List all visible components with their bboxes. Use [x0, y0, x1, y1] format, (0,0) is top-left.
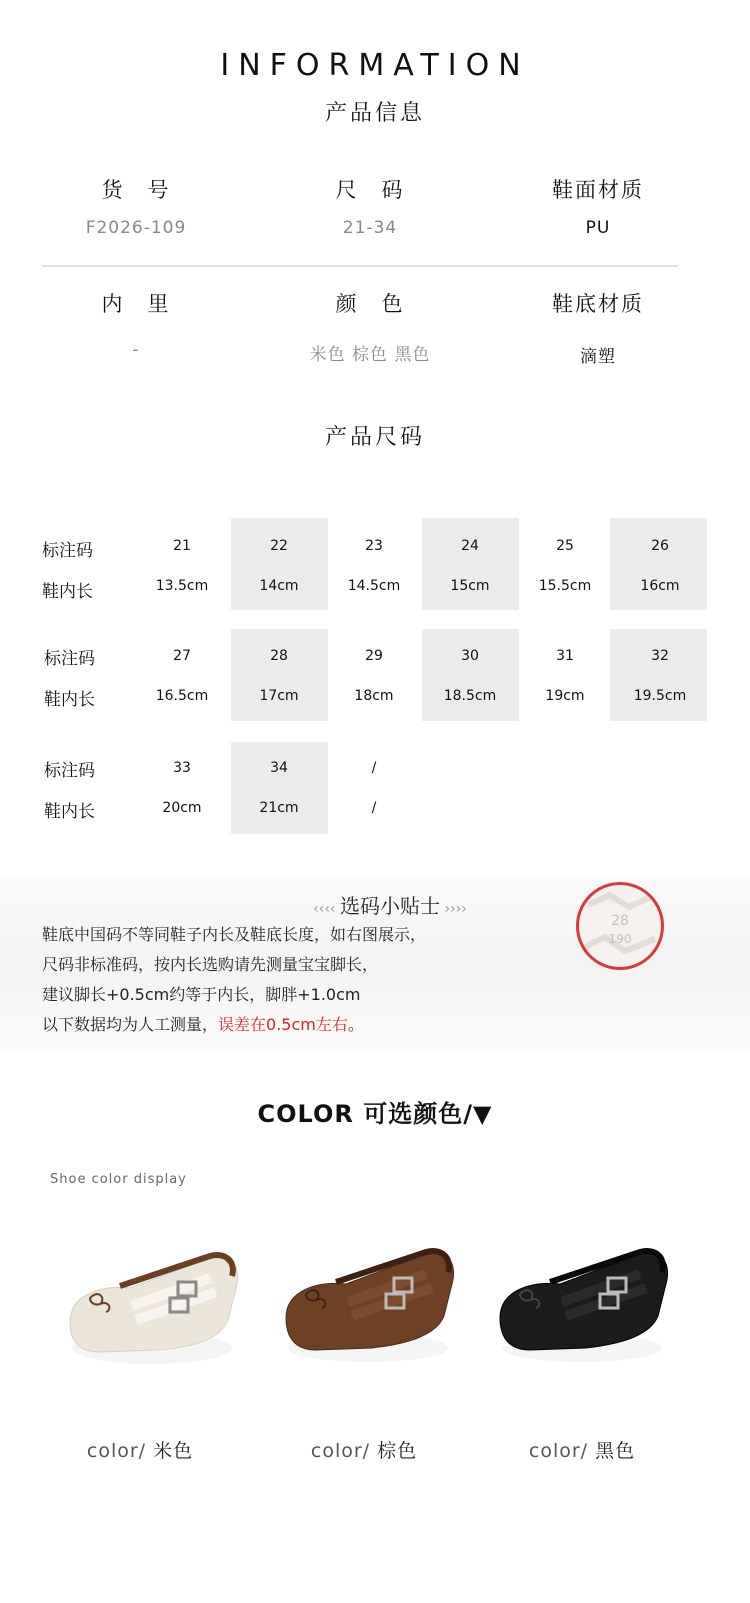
row-label-size: 标注码	[44, 649, 95, 669]
sole-pattern-icon	[579, 885, 661, 967]
shoe-image-black	[490, 1236, 680, 1376]
length-cell: 15cm	[450, 578, 490, 594]
color-caption-name: 米色	[153, 1440, 194, 1462]
size-cell: 22	[270, 538, 288, 554]
row-label-length: 鞋内长	[44, 690, 95, 710]
sole-mark-length: 190	[608, 932, 632, 946]
length-cell: 19cm	[545, 688, 585, 704]
information-subtitle: 产品信息	[324, 101, 425, 126]
size-cell-shade	[231, 629, 328, 721]
shoe-image-beige	[60, 1240, 250, 1380]
spec-value-color: 米色 棕色 黑色	[309, 345, 431, 365]
length-cell: 15.5cm	[538, 578, 592, 594]
tips-title-left-ornament: ‹‹‹‹	[313, 901, 340, 917]
sole-size-marking-image	[576, 882, 664, 970]
tip-line-4-red: 误差在0.5cm左右	[218, 1015, 348, 1034]
tip-line-4	[42, 1012, 364, 1035]
color-section-subtitle: Shoe color display	[50, 1172, 187, 1187]
length-cell: 18.5cm	[443, 688, 497, 704]
spec-label-sole-material: 鞋底材质	[552, 292, 644, 316]
length-cell: 19.5cm	[633, 688, 687, 704]
row-label-size: 标注码	[42, 541, 93, 561]
spec-value-upper-material: PU	[585, 218, 611, 238]
size-cell: 27	[173, 648, 191, 664]
size-cell-shade	[610, 629, 707, 721]
color-caption-prefix: color/	[528, 1440, 589, 1462]
size-section-title: 产品尺码	[324, 425, 425, 450]
size-cell: 32	[651, 648, 669, 664]
spec-label-lining: 内 里	[101, 292, 171, 316]
size-cell-shade	[610, 518, 707, 610]
color-caption-name: 棕色	[377, 1440, 418, 1462]
length-cell: 14.5cm	[347, 578, 401, 594]
color-section-title: COLOR 可选颜色/▼	[257, 1100, 493, 1128]
color-caption-prefix: color/	[310, 1440, 371, 1462]
tip-line-4-suffix: 。	[347, 1015, 364, 1034]
row-label-length: 鞋内长	[44, 802, 95, 822]
sole-mark-size: 28	[611, 913, 629, 929]
spec-label-upper-material: 鞋面材质	[552, 178, 644, 202]
size-cell-shade	[422, 518, 519, 610]
size-cell: 21	[173, 538, 191, 554]
spec-label-item-no: 货 号	[101, 178, 171, 202]
size-cell: 24	[461, 538, 479, 554]
spec-value-size: 21-34	[342, 218, 398, 238]
spec-value-lining: -	[132, 340, 140, 360]
length-cell: 21cm	[259, 800, 299, 816]
size-cell: 31	[556, 648, 574, 664]
length-cell: 14cm	[259, 578, 299, 594]
color-caption-beige	[40, 1436, 240, 1463]
spec-label-size: 尺 码	[335, 178, 405, 202]
size-cell: 26	[651, 538, 669, 554]
spec-value-item-no: F2026-109	[85, 218, 187, 238]
length-cell: /	[371, 800, 377, 816]
spec-value-sole-material: 滴塑	[580, 347, 616, 367]
size-cell: 30	[461, 648, 479, 664]
shoe-image-brown	[276, 1236, 466, 1376]
size-cell: 34	[270, 760, 288, 776]
color-caption-brown	[264, 1436, 464, 1463]
size-cell: /	[371, 760, 377, 776]
color-caption-black	[482, 1436, 682, 1463]
length-cell: 20cm	[162, 800, 202, 816]
information-title: INFORMATION	[220, 48, 530, 83]
spec-divider	[42, 265, 678, 267]
tips-title-right-ornament: ››››	[440, 901, 467, 917]
tips-title	[270, 890, 510, 919]
tip-line-1: 鞋底中国码不等同鞋子内长及鞋底长度，如右图展示，	[42, 925, 427, 944]
length-cell: 13.5cm	[155, 578, 209, 594]
size-cell: 25	[556, 538, 574, 554]
tip-line-4-prefix: 以下数据均为人工测量，	[42, 1015, 219, 1034]
size-cell-shade	[231, 742, 328, 834]
size-cell: 33	[173, 760, 191, 776]
size-cell: 28	[270, 648, 288, 664]
size-cell: 23	[365, 538, 383, 554]
size-cell: 29	[365, 648, 383, 664]
size-cell-shade	[422, 629, 519, 721]
tips-title-text: 选码小贴士	[340, 894, 440, 918]
color-caption-prefix: color/	[86, 1440, 147, 1462]
size-cell-shade	[231, 518, 328, 610]
tip-line-2: 尺码非标准码，按内长选购请先测量宝宝脚长，	[42, 955, 379, 974]
row-label-length: 鞋内长	[42, 582, 93, 602]
row-label-size: 标注码	[44, 761, 95, 781]
length-cell: 16cm	[640, 578, 680, 594]
length-cell: 17cm	[259, 688, 299, 704]
length-cell: 18cm	[354, 688, 394, 704]
length-cell: 16.5cm	[155, 688, 209, 704]
tip-line-3: 建议脚长+0.5cm约等于内长，脚胖+1.0cm	[42, 985, 361, 1004]
color-caption-name: 黑色	[595, 1440, 636, 1462]
spec-label-color: 颜 色	[335, 292, 405, 316]
